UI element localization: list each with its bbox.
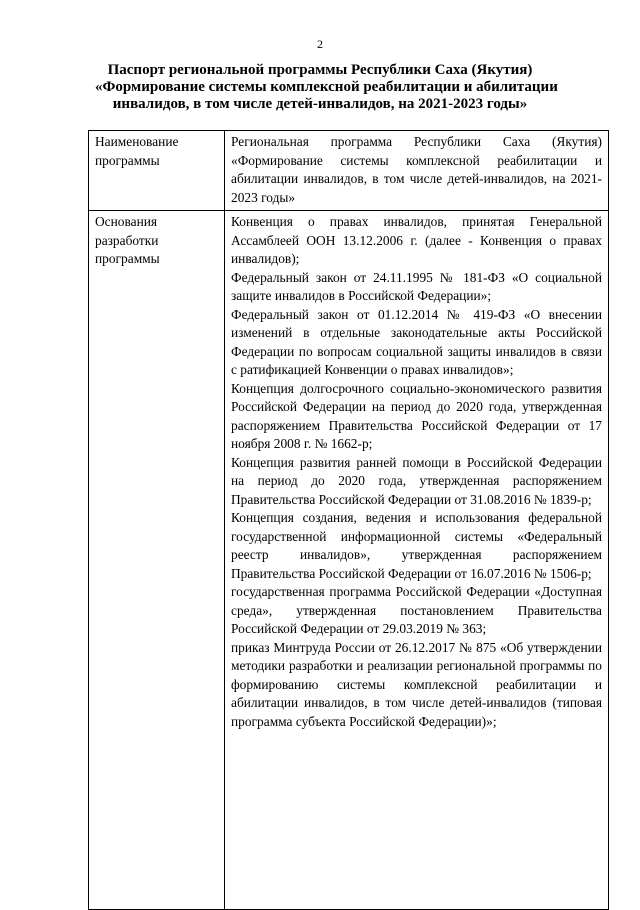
title-line: Паспорт региональной программы Республики Саха (Якутия) <box>107 62 533 78</box>
paragraph: государственная программа Российской Федерации «Доступная среда», утвержденная постановлением Правительства Российской Федерации от 29.03.2019 № 363; <box>231 584 602 636</box>
document-title <box>95 62 558 113</box>
passport-table <box>88 130 609 910</box>
table-row <box>89 211 609 910</box>
paragraph: Концепция долгосрочного социально-экономического развития Российской Федерации на период до 2020 года, утвержденная распоряжением Правительства Российской Федерации от 17 ноября 2008 г. № 1662-р; <box>231 380 602 451</box>
title-line: инвалидов, в том числе детей-инвалидов, на 2021-2023 годы» <box>112 96 528 112</box>
page-number: 2 <box>317 37 323 51</box>
paragraph: Федеральный закон от 01.12.2014 № 419-ФЗ «О внесении изменений в отдельные законодательные акты Российской Федерации по вопросам социальной защиты инвалидов в связи с ратификацией Конвенции о правах инвалидов»; <box>231 306 602 377</box>
paragraph: Федеральный закон от 24.11.1995 № 181-ФЗ «О социальной защите инвалидов в Российской Федерации»; <box>231 269 602 303</box>
paragraph: приказ Минтруда России от 26.12.2017 № 875 «Об утверждении методики разработки и реализации региональной программы по формированию системы комплексной реабилитации и абилитации инвалидов, в том числе детей-инвалидов (типовая программа субъекта Российской Федерации)»; <box>231 639 602 729</box>
paragraph: Концепция создания, ведения и использования федеральной государственной информационной системы «Федеральный реестр инвалидов», утвержденная распоряжением Правительства Российской Федерации от 16.07.2016 № 1506-р; <box>231 510 602 581</box>
paragraph: Региональная программа Республики Саха (Якутия) «Формирование системы комплексной реабилитации и абилитации инвалидов, в том числе детей-инвалидов, на 2021-2023 годы» <box>231 134 602 205</box>
title-line: «Формирование системы комплексной реабилитации и абилитации <box>95 79 558 95</box>
table-row <box>89 131 609 211</box>
row-value-program-name <box>225 131 609 211</box>
row-label-development-grounds: Основания разработки программы <box>89 211 225 910</box>
row-label-program-name: Наименование программы <box>89 131 225 211</box>
paragraph: Концепция развития ранней помощи в Российской Федерации на период до 2020 года, утвержденная распоряжением Правительства Российской Федерации от 31.08.2016 № 1839-р; <box>231 454 602 507</box>
paragraph: Конвенция о правах инвалидов, принятая Генеральной Ассамблеей ООН 13.12.2006 г. (далее - Конвенция о правах инвалидов); <box>231 214 602 266</box>
row-value-development-grounds <box>225 211 609 910</box>
